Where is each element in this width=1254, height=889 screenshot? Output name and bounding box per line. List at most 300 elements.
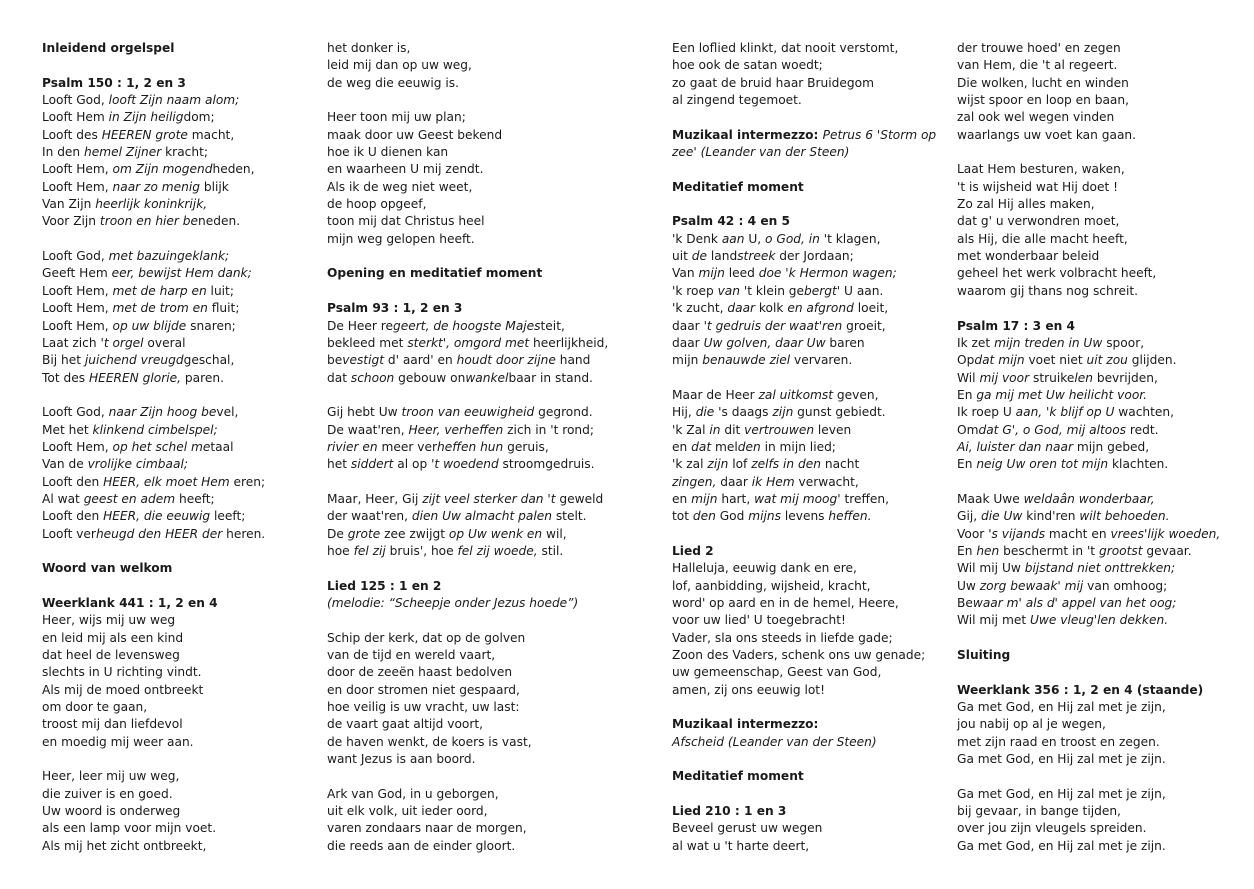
text-segment: die [695,405,715,420]
text-segment: alom; [201,93,240,108]
text-line [42,838,292,855]
text-segment: Geeft Hem [42,266,112,281]
text-segment: treffen, [840,491,889,506]
text-segment: mel [711,439,738,454]
text-segment: Ga met God, en Hij zal met je zijn. [957,752,1166,767]
text-line [42,734,292,751]
column-3 [672,40,937,855]
section-heading [42,75,292,92]
text-segment: len [1074,370,1093,385]
text-segment: Laat zich [42,335,101,350]
text-segment: dat heel de levensweg [42,648,180,663]
text-segment: vertrouwen [744,422,815,437]
text-segment: kolk [755,301,788,316]
text-segment: zijn [707,457,729,472]
text-line [327,543,627,560]
text-segment: het donker is, [327,41,411,55]
text-line [957,127,1237,144]
text-line [42,196,292,213]
text-segment: beschermt in 't [999,543,1099,558]
text-line [42,716,292,733]
text-line [672,491,932,508]
text-segment: jou nabij op al je wegen, [957,717,1106,732]
text-line [672,127,937,144]
text-segment: ga mij met Uw heilicht voor. [976,387,1148,402]
text-segment: stroomgedruis. [498,457,595,472]
text-segment: Ai, luister dan naar [957,439,1073,454]
text-line [327,439,627,456]
text-segment: slechts in U richting vindt. [42,665,202,680]
line-gap [42,578,292,595]
text-segment: Op [957,353,975,368]
text-line [327,751,627,768]
text-segment: loeit, [853,301,889,316]
column-1 [42,40,292,855]
text-segment: Ik roep U [957,405,1016,420]
text-segment: juichend vreugd [84,353,184,368]
text-segment: wagen; [848,266,897,281]
text-segment: Looft Hem, [42,439,113,454]
text-segment: Wil [957,370,980,385]
text-segment: Psalm 42 : 4 en 5 [672,214,791,229]
text-line [327,491,627,508]
text-segment: Looft Hem, [42,283,113,298]
text-segment: Looft God, [42,93,109,108]
text-line [672,647,932,664]
text-segment: bij gevaar, in bange tijden, [957,804,1121,819]
text-line [672,248,932,265]
text-segment: Al wat [42,491,84,506]
text-segment: taal [210,439,234,454]
text-segment: geruis, [503,439,549,454]
text-segment: bruis', hoe [385,543,458,558]
text-segment: Halleluja, eeuwig dank en ere, [672,561,857,576]
section-heading [327,578,627,595]
text-line [42,526,292,543]
column-4 [957,40,1237,855]
text-line [957,213,1237,230]
text-line [327,716,627,733]
text-line [672,387,932,404]
text-segment: op Uw wenk en [448,526,543,541]
text-segment: de hoop opgeef, [327,197,427,212]
text-segment: Heer, leer mij uw weg, [42,769,180,784]
text-line [42,179,292,196]
text-line [327,786,627,803]
text-segment: en [672,491,692,506]
text-segment: heren. [222,526,266,541]
text-segment: Hij, [672,405,696,420]
text-line [672,300,932,317]
text-segment: Heer, verheffen [408,422,504,437]
text-segment: Meditatief moment [672,769,804,784]
section-heading [42,40,292,57]
text-segment: waarom gij thans nog schreit. [957,283,1138,298]
text-segment: de weg die eeuwig is. [327,75,459,90]
text-line [672,144,932,161]
text-segment: 't klagen, [819,231,881,246]
text-segment: Als mij de moed ontbreekt [42,682,204,697]
text-line [957,803,1237,820]
text-line [327,161,627,178]
text-segment: mijns [748,509,781,524]
text-segment: 't gedruis [703,318,762,333]
line-gap [327,474,627,491]
text-segment: o God, in [765,231,820,246]
text-segment: overal [143,335,186,350]
text-line [672,664,932,681]
text-segment: 't klein ge [740,283,805,298]
text-segment: de haven wenkt, de koers is vast, [327,734,532,749]
text-line [672,335,932,352]
text-segment: heerlijk koninkrijk, [95,197,208,212]
text-segment: En [957,387,977,402]
text-segment: zelfs in den [751,457,821,472]
text-segment: toon mij dat Christus heel [327,214,485,229]
text-line [957,404,1237,421]
text-segment: naar zo menig [112,179,201,194]
text-line [957,578,1237,595]
text-segment: zal ook wel wegen vinden [957,110,1115,125]
section-heading [672,716,932,733]
text-segment: Wil mij Uw [957,561,1025,576]
text-line [327,196,627,213]
text-segment: Een loflied klinkt, dat nooit verstomt, [672,41,899,55]
text-segment: baren [825,335,865,350]
text-segment: teit, [540,318,565,333]
text-line [957,526,1237,543]
text-line [42,474,292,491]
text-segment: Looft Hem, [42,179,113,194]
text-segment: Uw golven, daar Uw [703,335,826,350]
text-segment: meer ver [377,439,437,454]
text-line [327,456,627,473]
text-segment: Als ik de weg niet weet, [327,179,473,194]
text-segment: gebouw on [394,370,466,385]
text-line [42,803,292,820]
text-line [957,231,1237,248]
text-line [957,40,1237,57]
text-line [42,439,292,456]
text-segment: want Jezus is aan boord. [327,752,476,767]
text-line [957,560,1237,577]
line-gap [42,543,292,560]
text-segment: 's vijands [988,526,1046,541]
text-segment: paren. [181,370,224,385]
text-segment: Ga met God, en Hij zal met je zijn, [957,786,1166,801]
text-segment: Looft God, [42,405,109,420]
text-segment: tot [672,509,693,524]
text-segment: Petrus 6 'Storm op [822,127,937,142]
text-segment: maak door uw Geest bekend [327,127,503,142]
text-segment: Ga met God, en Hij zal met je zijn, [957,700,1166,715]
text-segment: daar [716,474,752,489]
text-segment: al wat u 't harte deert, [672,838,810,853]
text-segment: Voor [957,526,989,541]
text-line [672,560,932,577]
text-segment: houdt door zijne [456,353,556,368]
text-segment: fel zij [353,543,386,558]
text-segment: om door te gaan, [42,700,148,715]
text-segment: Laat Hem besturen, waken, [957,162,1125,177]
text-line [327,803,627,820]
text-segment: hoe veilig is uw vracht, uw last: [327,700,520,715]
text-segment: troon van eeuwigheid [401,405,535,420]
text-segment: Looft Hem, [42,162,113,177]
text-segment: baar in stand. [508,370,593,385]
text-segment: Uwe vleug'len dekken. [1029,613,1169,628]
text-segment: waar m' als d' appel van het oog; [972,596,1177,610]
text-segment: wilt behoeden. [1079,509,1170,524]
line-gap [42,57,292,74]
text-line [957,352,1237,369]
text-segment: aan, 'k blijf op U [1015,405,1115,420]
text-segment: Van [672,266,699,281]
column-2 [327,40,627,855]
text-segment: groeit, [842,318,886,333]
text-segment: heffen hun [436,439,504,454]
line-gap [42,751,292,768]
text-segment: looft Zijn naam [108,93,202,108]
text-segment: dit [720,422,745,437]
text-line [327,144,627,161]
text-segment: En [957,543,977,558]
text-segment: schoon [350,370,395,385]
text-segment: grote [347,526,381,541]
text-segment: Uw [957,578,980,593]
text-line [672,578,932,595]
text-line [672,352,932,369]
text-segment: doe 'k Hermon [758,266,849,281]
text-segment: uit elk volk, uit ieder oord, [327,804,488,819]
line-gap [327,768,627,785]
text-segment: bekleed met [327,335,408,350]
text-segment: Uw woord is onderweg [42,804,181,819]
text-line [327,370,627,387]
text-segment: uit [672,249,692,264]
text-line [327,699,627,716]
text-segment: (melodie: “Scheepje onder Jezus hoede”) [327,596,579,610]
text-segment: de vaart gaat altijd voort, [327,717,484,732]
text-segment: spoor, [1102,335,1145,350]
text-segment: leven [814,422,852,437]
text-segment: Psalm 150 : 1, 2 en 3 [42,75,186,90]
text-segment: De [327,526,348,541]
text-segment: vel, [216,405,239,420]
text-line [42,248,292,265]
text-segment: en waarheen U mij zendt. [327,162,484,177]
section-heading [672,803,932,820]
text-line [327,508,627,525]
text-line [957,196,1237,213]
text-segment: al op [393,457,432,472]
line-gap [327,248,627,265]
text-line [42,127,292,144]
text-segment: van omhoog; [1083,578,1168,593]
text-segment: in Zijn heilig [108,110,184,125]
text-segment: Heer, wijs mij uw weg [42,613,176,628]
text-segment: mijn gebed, [1072,439,1150,454]
text-segment: den [692,509,716,524]
text-segment: over jou zijn vleugels spreiden. [957,821,1147,836]
text-segment: klank; [192,249,230,264]
text-line [672,734,932,751]
text-segment: zee' (Leander van der Steen) [672,145,850,160]
text-segment: d' aard' en [383,353,457,368]
text-segment: 'k zal [672,457,708,472]
text-segment: bijstand niet onttrekken; [1024,561,1176,576]
text-line [42,422,292,439]
section-heading [672,543,932,560]
text-segment: van [717,283,740,298]
text-segment: verwacht, [794,474,859,489]
text-segment: Looft des [42,127,102,142]
text-segment: word' op aard en in de hemel, Heere, [672,596,899,610]
text-segment: met bazuinge [108,249,193,264]
text-line [672,318,932,335]
text-segment: en afgrond [787,301,854,316]
text-segment: troost mij dan liefdevol [42,717,183,732]
text-segment: 't woedend [431,457,499,472]
text-line [672,612,932,629]
line-gap [327,283,627,300]
text-segment: zijn [772,405,794,420]
text-segment: Meditatief moment [672,179,804,194]
text-segment: weldaân wonderbaar, [1023,491,1155,506]
text-segment: Voor Zijn [42,214,100,229]
text-segment: HEER, die eeuwig [103,509,211,524]
text-line [327,838,627,855]
text-segment: hoe ook de satan woedt; [672,58,823,73]
text-segment: zal uitkomst [758,387,834,402]
text-segment: met de trom en [112,301,208,316]
text-segment: Muzikaal intermezzo: [672,717,819,732]
text-segment: Lied 210 : 1 en 3 [672,804,787,819]
text-segment: hemel Zijner [84,145,162,160]
text-line [957,543,1237,560]
text-line [672,404,932,421]
text-segment: mij voor [979,370,1030,385]
text-segment: eren; [229,474,266,489]
text-segment: Opening en meditatief moment [327,266,543,281]
text-segment: wat mij moog' [754,491,841,506]
text-line [42,92,292,109]
text-segment: Woord van welkom [42,561,173,576]
text-segment: 's daags [714,405,773,420]
text-segment: bergt' [804,283,841,298]
text-line [957,820,1237,837]
text-segment: mijn [691,491,718,506]
text-segment: zijt veel sterker dan 't [422,491,556,506]
text-segment: De waat'ren, [327,422,409,437]
text-line [672,682,932,699]
text-line [672,40,932,57]
text-line [957,422,1237,439]
text-segment: om Zijn mogend [112,162,213,177]
line-gap [672,699,932,716]
section-heading [957,647,1237,664]
text-segment: Lied 125 : 1 en 2 [327,578,442,593]
text-segment: hoe ik U dienen kan [327,145,449,160]
text-segment: op het schel me [112,439,211,454]
line-gap [672,370,932,387]
text-segment: en moedig mij weer aan. [42,734,194,749]
text-segment: als Hij, die alle macht heeft, [957,231,1128,246]
text-line [957,838,1237,855]
line-gap [42,231,292,248]
text-segment: amen, zij ons eeuwig lot! [672,682,825,697]
text-segment: hart, [717,491,755,506]
text-segment: met zijn raad en troost en zegen. [957,734,1160,749]
text-segment: HEER, elk moet Hem [103,474,230,489]
text-segment: geweld [555,491,604,506]
text-segment: Lied 2 [672,543,714,558]
text-segment: geven, [833,387,879,402]
text-segment: troon en hier be [99,214,199,229]
text-segment: struike [1029,370,1075,385]
text-segment: be [327,353,343,368]
text-line [42,265,292,282]
text-line [672,630,932,647]
text-segment: sterkt', omgord met [407,335,530,350]
text-segment: Looft Hem, [42,301,113,316]
text-line [327,179,627,196]
text-line [672,838,932,855]
text-segment: Schip der kerk, dat op de golven [327,630,526,645]
text-segment: hen [976,543,1000,558]
text-segment: en door stromen niet gespaard, [327,682,520,697]
text-segment: als een lamp voor mijn voet. [42,821,217,836]
line-gap [672,109,932,126]
text-segment: stelt. [551,509,587,524]
text-segment: geschal, [183,353,235,368]
text-segment: heffen. [828,509,872,524]
text-segment: dat g' u verwondren moet, [957,214,1120,229]
text-segment: Beveel gerust uw wegen [672,821,823,836]
text-line [327,57,627,74]
text-line [957,92,1237,109]
text-segment: kind'ren [1022,509,1080,524]
text-line [327,335,627,352]
text-segment: nacht [820,457,860,472]
text-segment: En [957,457,977,472]
text-segment: siddert [350,457,394,472]
text-segment: Looft den [42,509,104,524]
line-gap [42,387,292,404]
text-segment: zo gaat de bruid haar Bruidegom [672,75,874,90]
text-segment: Bij het [42,353,85,368]
text-line [957,456,1237,473]
text-segment: voet niet [1024,353,1087,368]
text-segment: kracht; [161,145,208,160]
text-line [957,439,1237,456]
text-line [957,75,1237,92]
text-segment: gevaar. [1142,543,1192,558]
text-segment: daar [672,335,704,350]
text-segment: die reeds aan de einder gloort. [327,838,516,853]
text-segment: varen zondaars naar de morgen, [327,821,527,836]
text-line [42,300,292,317]
section-heading [672,179,932,196]
line-gap [957,630,1237,647]
text-line [42,335,292,352]
text-segment: leeft; [210,509,246,524]
text-segment: Zo zal Hij alles maken, [957,197,1095,212]
text-line [957,786,1237,803]
text-segment: mijn [698,266,725,281]
text-segment: spel; [188,422,218,437]
section-heading [327,300,627,317]
